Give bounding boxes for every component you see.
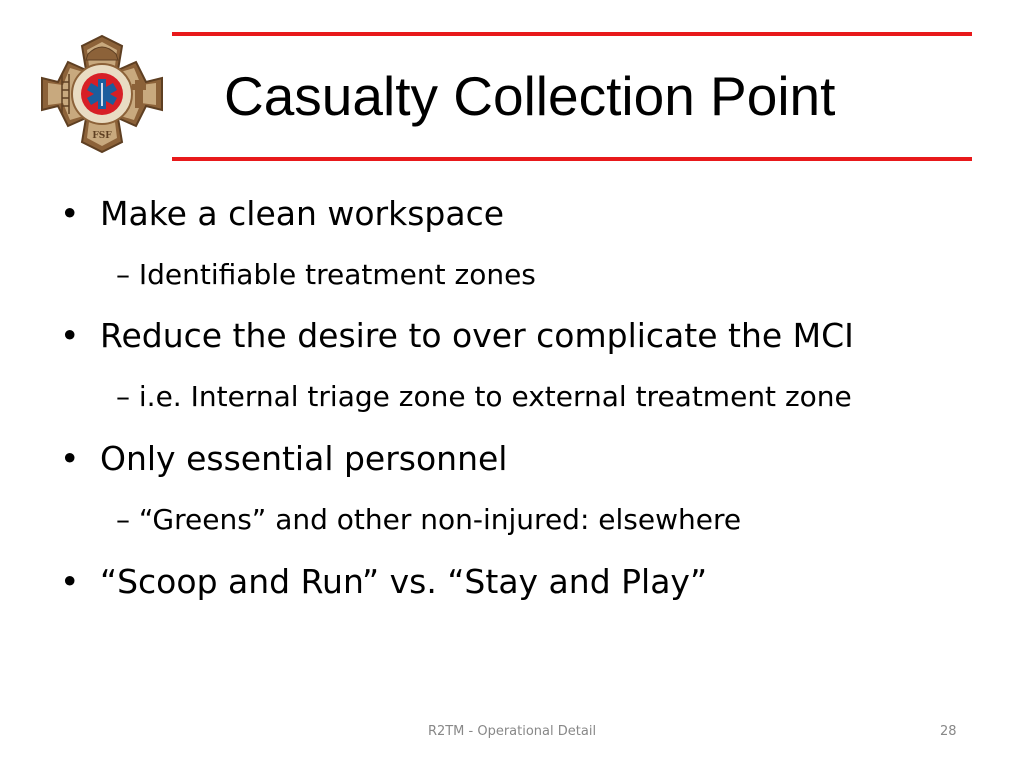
header-rule-bottom: [172, 157, 972, 161]
bullet-text: “Scoop and Run” vs. “Stay and Play”: [100, 562, 708, 601]
sub-bullet-item: – Identifiable treatment zones: [116, 258, 536, 291]
header-rule-top: [172, 32, 972, 36]
bullet-text: Reduce the desire to over complicate the MCI: [100, 316, 854, 355]
sub-bullet-item: – “Greens” and other non-injured: elsewhere: [116, 503, 742, 536]
fsf-logo: [38, 32, 166, 156]
bullet-dot: •: [60, 316, 80, 355]
bullet-dot: •: [60, 439, 80, 478]
slide-title: Casualty Collection Point: [224, 65, 836, 127]
bullet-text: Only essential personnel: [100, 439, 508, 478]
footer-text: R2TM - Operational Detail: [427, 724, 597, 739]
slide-number: 28: [940, 724, 957, 739]
sub-bullet-item: – i.e. Internal triage zone to external treatment zone: [116, 380, 852, 413]
bullet-dot: •: [60, 562, 80, 601]
logo-text: FSF: [92, 131, 112, 141]
bullet-text: Make a clean workspace: [100, 194, 505, 233]
bullet-dot: •: [60, 194, 80, 233]
